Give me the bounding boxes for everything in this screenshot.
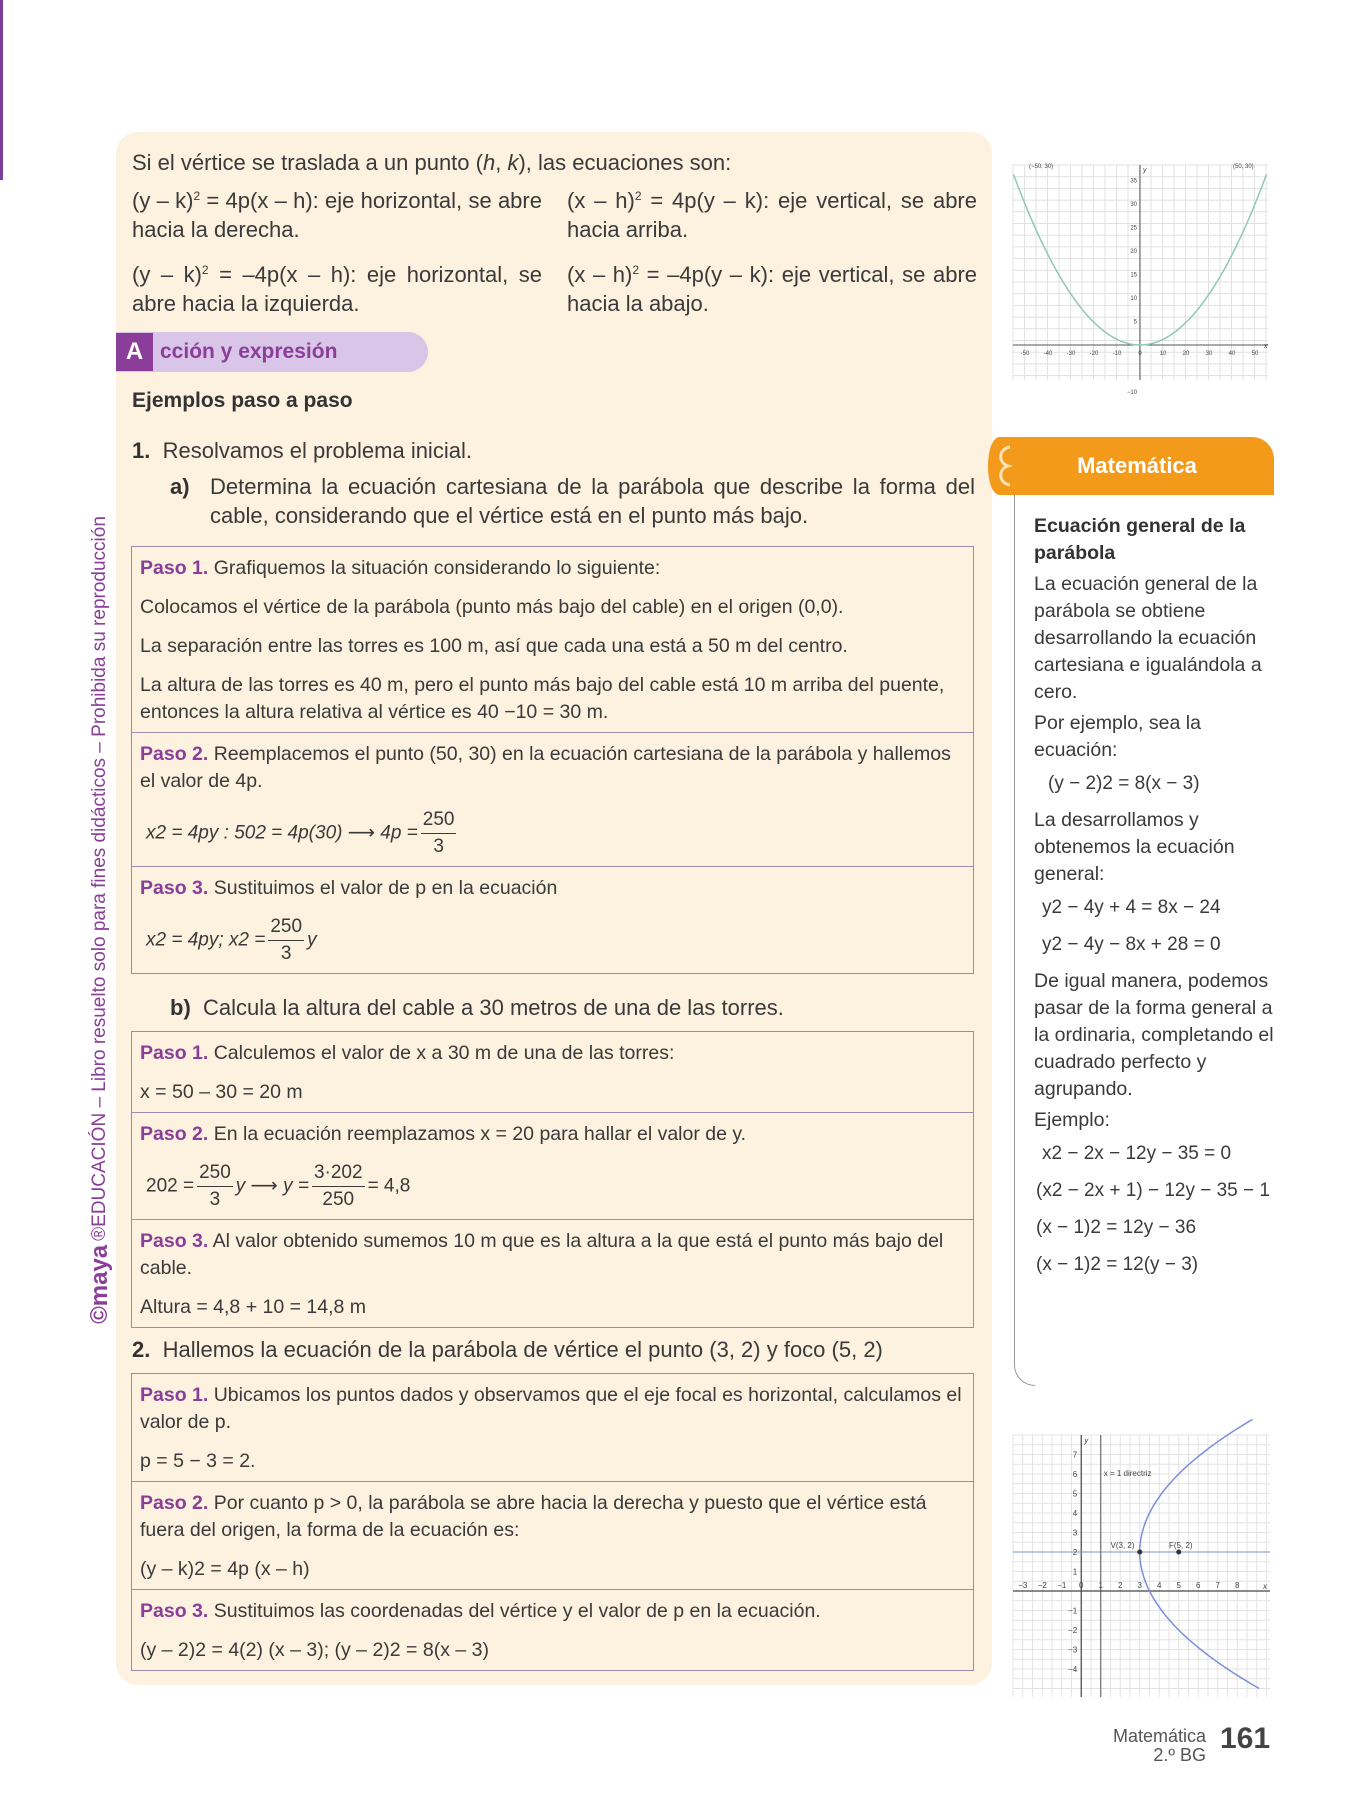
problem-1a: a) Determina la ecuación cartesiana de la parábola que describe la forma del cable, considerando que el vértice está en el punto más bajo. bbox=[170, 474, 975, 528]
sidebar-content: Ecuación general de la parábola La ecuación general de la parábola se obtiene desarrollando la ecuación cartesiana e igualándola a cero. Por ejemplo, sea la ecuación: (y − 2)2 = 8(x − 3) La desarrollamos y obtenemos la ecuación general: y2 − 4y + 4 = 8x − 24 y2 − 4y − 8x + 28 = 0 De igual manera, podemos pasar de la forma general a la ordinaria, completando el cuadrado perfecto y agrupando. Ejemplo: x2 − 2x − 12y − 35 = 0 (x2 − 2x + 1) − 12y − 35 − 1 (x − 1)2 = 12y − 36 (x − 1)2 = 12(y − 3) bbox=[1034, 513, 1274, 1288]
equation: x2 = 4py; x2 = $\frac{250}{3}$ y bbox=[146, 916, 317, 964]
parabola-graph-2 bbox=[1013, 1435, 1270, 1697]
point-label: (50, 30) bbox=[1233, 164, 1254, 170]
x-tick-label: 20 bbox=[1182, 351, 1190, 357]
x-tick-label: −3 bbox=[1018, 1581, 1028, 1590]
directrix-label: x = 1 directriz bbox=[1103, 1469, 1152, 1478]
intro-eq-3: (y – k)$^2$ = –4p(x – h): eje horizontal, se abre hacia la izquierda. bbox=[132, 262, 542, 316]
intro-line: Si el vértice se traslada a un punto (h, k), las ecuaciones son: bbox=[132, 150, 732, 175]
y-tick-label: 6 bbox=[1072, 1470, 1078, 1479]
copyright-text: ®EDUCACIÓN – Libro resuelto solo para fines didácticos – Prohibida su reproducción bbox=[89, 516, 110, 1241]
y-tick-label: 5 bbox=[1133, 319, 1137, 326]
x-tick-label: 7 bbox=[1215, 1581, 1220, 1590]
step-1b-1: Paso 1. Calculemos el valor de x a 30 m de una de las torres: x = 50 – 30 = 20 m bbox=[132, 1032, 973, 1113]
brand-logo: ©maya bbox=[86, 1244, 113, 1324]
x-tick-label: -40 bbox=[1043, 351, 1053, 357]
vertex-point bbox=[1137, 1550, 1142, 1555]
step-2-2: Paso 2. Por cuanto p > 0, la parábola se abre hacia la derecha y puesto que el vértice está fuera del origen, la forma de la ecuación es: (y – k)2 = 4p (x – h) bbox=[132, 1482, 973, 1590]
y-tick-label: 2 bbox=[1072, 1548, 1078, 1557]
sidebar-hook-icon bbox=[984, 437, 1022, 495]
vertex-label: V(3, 2) bbox=[1110, 1541, 1135, 1550]
y-tick-label: −10 bbox=[1126, 390, 1137, 396]
section-title: cción y expresión bbox=[160, 340, 338, 363]
x-tick-label: -50 bbox=[1020, 351, 1030, 357]
x-tick-label: 50 bbox=[1251, 351, 1259, 357]
step-1a-3: Paso 3. Sustituimos el valor de p en la ecuación x2 = 4py; x2 = $\frac{250}{3}$ y bbox=[132, 867, 973, 973]
top-accent-bar bbox=[0, 0, 3, 180]
y-tick-label: 35 bbox=[1130, 178, 1137, 185]
y-tick-label: 3 bbox=[1072, 1528, 1078, 1538]
y-tick-label: 20 bbox=[1130, 249, 1137, 255]
x-tick-label: 8 bbox=[1235, 1581, 1240, 1590]
y-tick-label: −4 bbox=[1068, 1665, 1078, 1674]
steps-1a bbox=[131, 546, 974, 974]
point-label: (−50, 30) bbox=[1029, 164, 1054, 170]
x-tick-label: 1 bbox=[1098, 1581, 1103, 1590]
sidebar-title: Ecuación general de la parábola bbox=[1034, 515, 1246, 564]
y-tick-label: 30 bbox=[1130, 202, 1137, 208]
footer-label: Matemática 2.º BG bbox=[1112, 1726, 1206, 1765]
x-tick-label: -20 bbox=[1089, 351, 1099, 357]
x-tick-label: 6 bbox=[1196, 1581, 1201, 1590]
x-tick-label: −2 bbox=[1037, 1581, 1047, 1590]
y-tick-label: −3 bbox=[1068, 1645, 1078, 1655]
equation: x2 = 4py : 502 = 4p(30) ⟶ 4p = $\frac{250}{3}$ bbox=[146, 809, 455, 857]
problem-1-heading: 1. Resolvamos el problema inicial. bbox=[132, 438, 472, 463]
sidebar-eq: (x − 1)2 = 12y − 36 bbox=[1036, 1217, 1197, 1238]
intro-eq-1: (y – k)$^2$ = 4p(x – h): eje horizontal, se abre hacia la derecha. bbox=[132, 188, 542, 242]
x-tick-label: 2 bbox=[1118, 1581, 1123, 1590]
step-1b-3: Paso 3. Al valor obtenido sumemos 10 m que es la altura a la que está el punto más bajo del cable. Altura = 4,8 + 10 = 14,8 m bbox=[140, 1230, 944, 1318]
page-number: 161 bbox=[1220, 1722, 1271, 1755]
sidebar-eq: (x2 − 2x + 1) − 12y − 35 − 1 bbox=[1036, 1180, 1270, 1201]
sidebar-eq: y2 − 4y + 4 = 8x − 24 bbox=[1042, 897, 1221, 918]
intro-eq-4: (x – h)$^2$ = –4p(y – k): eje vertical, se abre hacia la abajo. bbox=[567, 262, 977, 316]
sidebar-eq: x2 − 2x − 12y − 35 = 0 bbox=[1042, 1143, 1232, 1164]
problem-2-heading: 2. Hallemos la ecuación de la parábola de vértice el punto (3, 2) y foco (5, 2) bbox=[132, 1337, 883, 1362]
x-tick-label: 10 bbox=[1159, 351, 1167, 357]
x-axis-label: x bbox=[1263, 1582, 1267, 1591]
focus-label: F(5, 2) bbox=[1169, 1541, 1193, 1550]
subtitle: Ejemplos paso a paso bbox=[132, 389, 353, 412]
step-1a-2: Paso 2. Reemplacemos el punto (50, 30) en la ecuación cartesiana de la parábola y hallemos el valor de 4p. x2 = 4py : 502 = 4p(30) ⟶ 4p = $\frac{250}{3}$ bbox=[132, 733, 973, 867]
x-tick-label: 5 bbox=[1176, 1581, 1181, 1590]
sidebar-border bbox=[1014, 495, 1035, 1386]
step-2-3: Paso 3. Sustituimos las coordenadas del vértice y el valor de p en la ecuación. (y – 2)2 = 4(2) (x – 3); (y – 2)2 = 8(x – 3) bbox=[140, 1600, 821, 1661]
steps-1b bbox=[131, 1031, 974, 1328]
y-tick-label: 5 bbox=[1072, 1489, 1078, 1499]
y-tick-label: −2 bbox=[1068, 1626, 1078, 1635]
y-tick-label: 10 bbox=[1130, 296, 1137, 302]
intro-eq-2: (x – h)$^2$ = 4p(y – k): eje vertical, se abre hacia arriba. bbox=[567, 188, 977, 242]
x-tick-label: 40 bbox=[1228, 351, 1236, 357]
section-letter: A bbox=[116, 333, 153, 371]
sidebar-eq: (y − 2)2 = 8(x − 3) bbox=[1048, 773, 1200, 794]
sidebar-eq: y2 − 4y − 8x + 28 = 0 bbox=[1042, 934, 1221, 955]
x-tick-label: −1 bbox=[1057, 1581, 1067, 1590]
y-tick-label: 4 bbox=[1072, 1509, 1078, 1518]
x-tick-label: -30 bbox=[1066, 351, 1076, 357]
y-tick-label: 15 bbox=[1130, 272, 1137, 279]
step-1a-1: Paso 1. Grafiquemos la situación considerando lo siguiente: Colocamos el vértice de la parábola (punto más bajo del cable) en el origen (0,0). La separación entre las torres es 100 m, así que cada una está a 50 m del centro. La altura de las torres es 40 m, pero el punto más bajo del cable está 10 m arriba del puente, entonces la altura relativa al vértice es 40 −10 = 30 m. bbox=[132, 547, 973, 733]
x-tick-label: 0 bbox=[1079, 1581, 1084, 1590]
x-tick-label: 30 bbox=[1205, 351, 1213, 357]
steps-2 bbox=[131, 1373, 974, 1671]
equation: 202 = $\frac{250}{3}$ y ⟶ y = $\frac{3\cdot 202}{250}$ = 4,8 bbox=[146, 1162, 411, 1210]
y-axis-label: y bbox=[1143, 167, 1147, 174]
step-2-1: Paso 1. Ubicamos los puntos dados y observamos que el eje focal es horizontal, calculamos el valor de p. p = 5 − 3 = 2. bbox=[132, 1374, 973, 1482]
x-axis-label: x bbox=[1264, 343, 1268, 350]
parabola-graph-1 bbox=[1013, 164, 1268, 396]
y-tick-label: 7 bbox=[1072, 1450, 1078, 1460]
y-axis-label: y bbox=[1084, 1436, 1089, 1445]
focus-point bbox=[1176, 1550, 1181, 1555]
problem-1b: b) Calcula la altura del cable a 30 metros de una de las torres. bbox=[170, 995, 784, 1020]
y-tick-label: −1 bbox=[1068, 1606, 1078, 1616]
x-tick-label: -10 bbox=[1112, 351, 1122, 357]
y-tick-label: 25 bbox=[1130, 225, 1137, 232]
x-tick-label: 0 bbox=[1138, 351, 1142, 357]
y-tick-label: 1 bbox=[1072, 1567, 1078, 1577]
sidebar-header: Matemática bbox=[1000, 437, 1274, 495]
x-tick-label: 4 bbox=[1157, 1581, 1162, 1590]
step-1b-2: Paso 2. En la ecuación reemplazamos x = 20 para hallar el valor de y. 202 = $\frac{250}{3}$ y ⟶ y = $\frac{3\cdot 202}{250}$ = 4,8 bbox=[132, 1113, 973, 1220]
sidebar-eq: (x − 1)2 = 12(y − 3) bbox=[1036, 1254, 1199, 1275]
x-tick-label: 3 bbox=[1137, 1581, 1142, 1590]
